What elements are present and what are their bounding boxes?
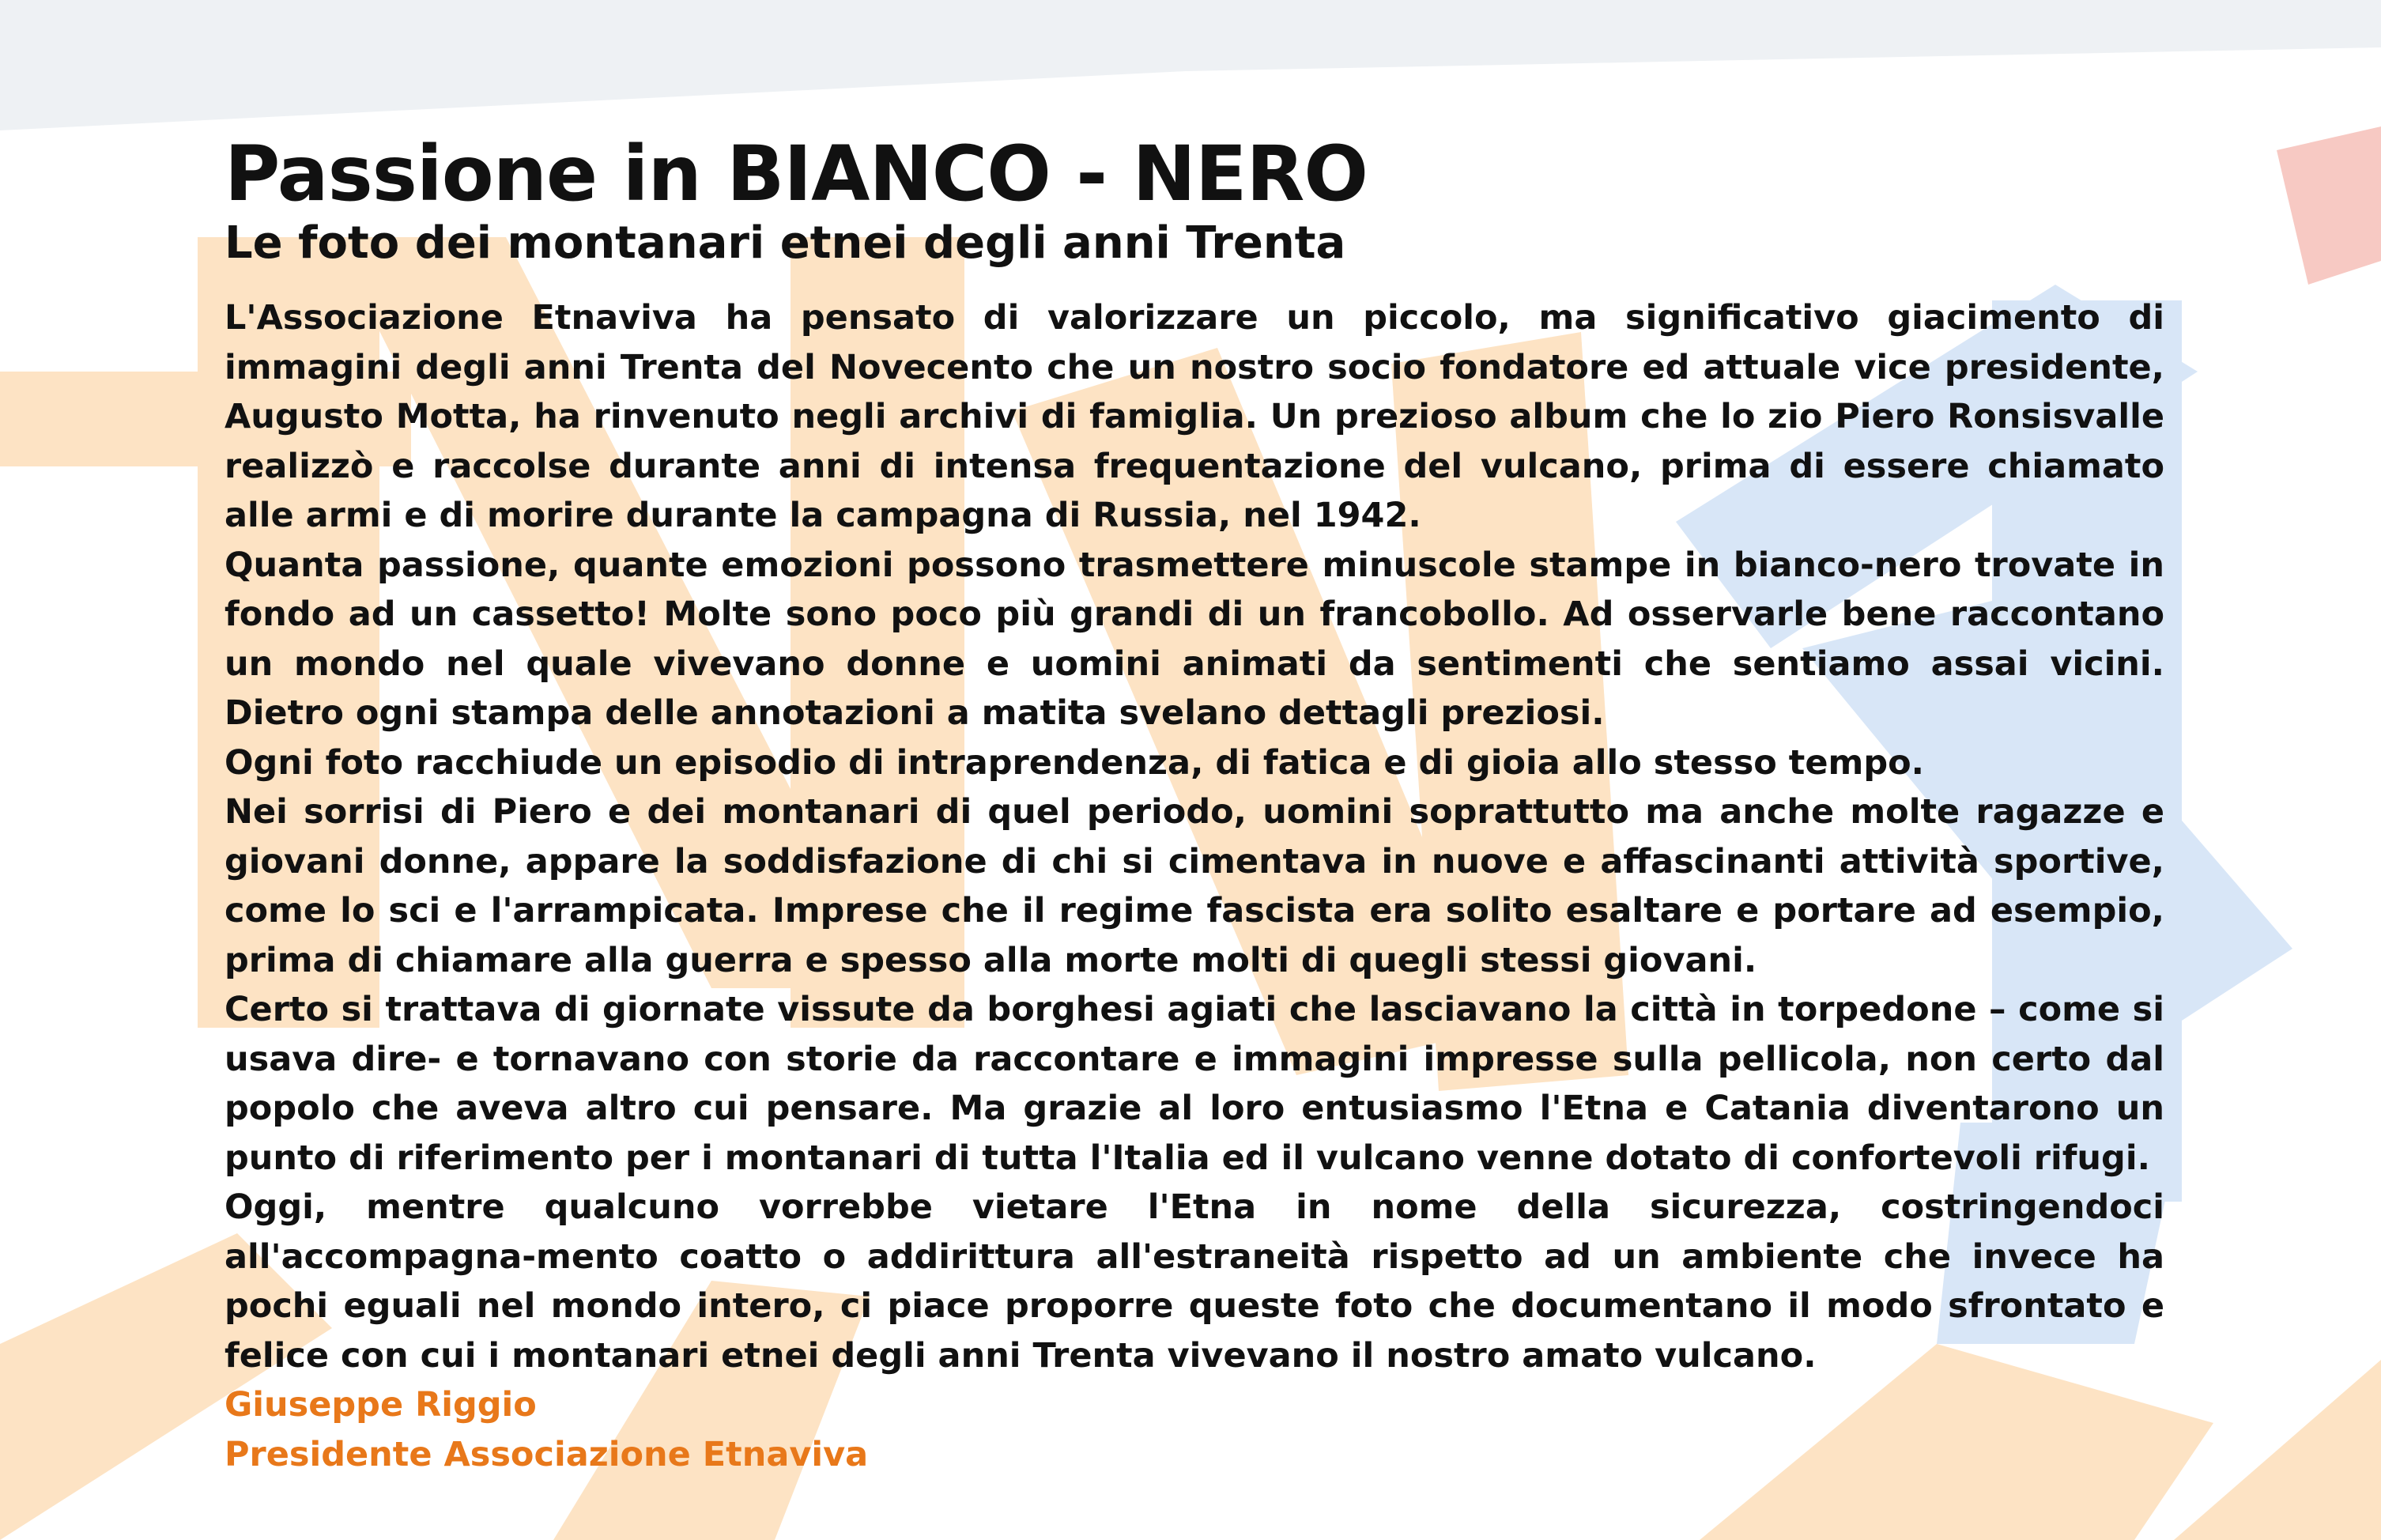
paragraph: Ogni foto racchiude un episodio di intraprendenza, di fatica e di gioia allo stesso tempo. — [225, 742, 1924, 783]
bg-orange-bottom-edge — [2174, 1360, 2381, 1540]
page-subtitle: Le foto dei montanari etnei degli anni Trenta — [225, 217, 1346, 269]
paragraph: Nei sorrisi di Piero e dei montanari di quel periodo, uomini soprattutto ma anche molte ragazze e giovani donne, appare la soddisfazione di chi si cimentava in nuove e affascinanti attività sportive, come lo sci e l'arrampicata. Imprese che il regime fascista era solito esaltare e portare ad esempio, prima di chiamare alla guerra e spesso alla morte molti di quegli stessi giovani. — [225, 792, 2164, 980]
signature — [225, 1380, 2164, 1479]
article-body — [225, 293, 2164, 1380]
article — [225, 130, 2164, 1479]
paragraph: Oggi, mentre qualcuno vorrebbe vietare l'Etna in nome della sicurezza, costringendoci all'accompagna-mento coatto o addirittura all'estraneità rispetto ad un ambiente che invece ha pochi eguali nel mondo intero, ci piace proporre queste foto che documentano il modo sfrontato e felice con cui i montanari etnei degli anni Trenta vivevano il nostro amato vulcano. — [225, 1187, 2164, 1376]
paragraph: L'Associazione Etnaviva ha pensato di valorizzare un piccolo, ma significativo giacimento di immagini degli anni Trenta del Novecento che un nostro socio fondatore ed attuale vice presidente, Augusto Motta, ha rinvenuto negli archivi di famiglia. Un prezioso album che lo zio Piero Ronsisvalle realizzò e raccolse durante anni di intensa frequentazione del vulcano, prima di essere chiamato alle armi e di morire durante la campagna di Russia, nel 1942. — [225, 298, 2164, 535]
page-title: Passione in BIANCO - NERO — [225, 130, 1368, 218]
paragraph: Quanta passione, quante emozioni possono trasmettere minuscole stampe in bianco-nero trovate in fondo ad un cassetto! Molte sono poco più grandi di un francobollo. Ad osservarle bene raccontano un mondo nel quale vivevano donne e uomini animati da sentimenti che sentiamo assai vicini. Dietro ogni stampa delle annotazioni a matita svelano dettagli preziosi. — [225, 545, 2164, 733]
bg-grey-band — [0, 0, 2381, 130]
signature-name: Giuseppe Riggio — [225, 1385, 537, 1425]
signature-role: Presidente Associazione Etnaviva — [225, 1434, 869, 1474]
paragraph: Certo si trattava di giornate vissute da borghesi agiati che lasciavano la città in torpedone – come si usava dire- e tornavano con storie da raccontare e immagini impresse sulla pellicola, non certo dal popolo che aveva altro cui pensare. Ma grazie al loro entusiasmo l'Etna e Catania diventarono un punto di riferimento per i montanari di tutta l'Italia ed il vulcano venne dotato di confortevoli rifugi. — [225, 990, 2164, 1178]
bg-red-accent — [2277, 126, 2381, 285]
